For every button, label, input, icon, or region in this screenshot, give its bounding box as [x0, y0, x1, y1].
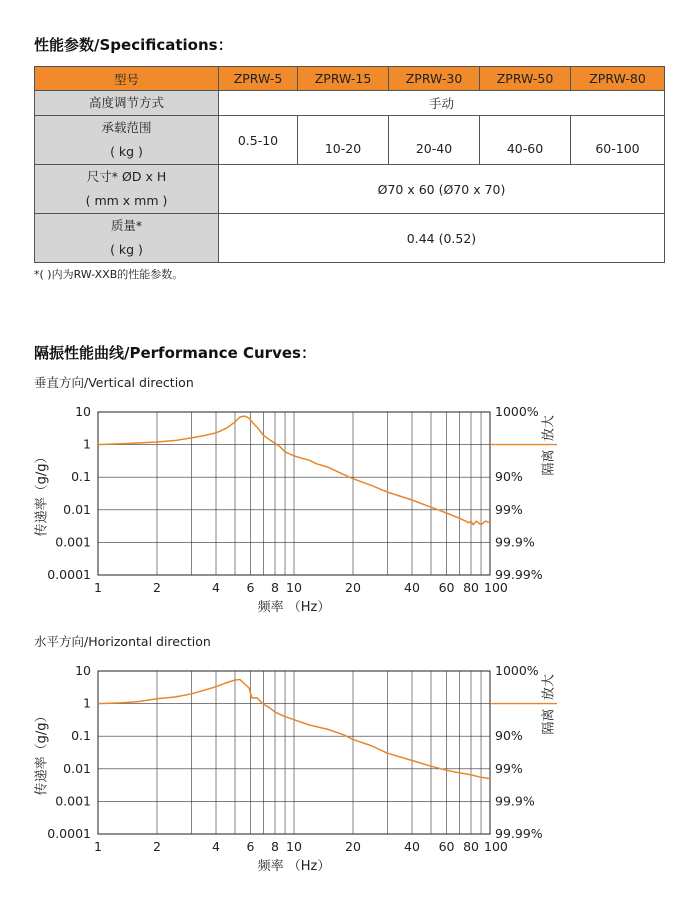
load-range-value: 0.5-10	[219, 116, 298, 165]
horizontal-chart-caption: 水平方向/Horizontal direction	[34, 634, 211, 649]
mass-row	[35, 214, 665, 263]
load-range-value: 60-100	[571, 116, 665, 165]
x-tick-label: 8	[271, 580, 279, 595]
x-tick-label: 1	[94, 580, 102, 595]
y2-tick-label: 90%	[495, 728, 523, 744]
mass-label	[35, 214, 219, 263]
header-cell-model: 型号	[35, 67, 219, 91]
x-tick-label: 20	[345, 580, 361, 595]
y-tick-label: 0.01	[63, 760, 91, 776]
isolate-label: 隔离	[541, 449, 557, 476]
x-tick-label: 6	[246, 580, 255, 595]
load-range-label-line1: 承载范围	[101, 120, 152, 135]
x-tick-label: 6	[246, 839, 255, 854]
x-tick-label: 1	[94, 839, 102, 854]
size-row	[35, 165, 665, 214]
x-tick-label: 10	[286, 580, 302, 595]
height-adjust-row	[35, 91, 665, 116]
load-range-value: 10-20	[298, 116, 389, 165]
y2-tick-label: 99%	[495, 760, 523, 776]
y-tick-label: 0.1	[71, 469, 91, 485]
isolate-label: 隔离	[541, 708, 557, 735]
x-tick-label: 20	[345, 839, 361, 854]
y2-tick-label: 1000%	[495, 404, 539, 419]
load-range-label-line2: ( kg )	[110, 144, 143, 159]
y-tick-label: 0.1	[71, 728, 91, 744]
y-tick-label: 10	[75, 663, 91, 678]
mass-value: 0.44 (0.52)	[219, 214, 665, 263]
header-cell-zprw-30: ZPRW-30	[389, 67, 480, 91]
y-tick-label: 0.01	[63, 501, 91, 517]
x-tick-label: 8	[271, 839, 279, 854]
x-tick-label: 4	[212, 580, 220, 595]
x-tick-label: 100	[484, 839, 508, 854]
size-label	[35, 165, 219, 214]
x-tick-label: 60	[438, 839, 455, 854]
x-tick-label: 80	[463, 839, 480, 854]
vertical-chart-caption: 垂直方向/Vertical direction	[34, 375, 194, 390]
y-tick-label: 1	[83, 695, 91, 711]
height-adjust-label: 高度调节方式	[35, 91, 219, 116]
x-tick-label: 60	[438, 580, 455, 595]
header-cell-zprw-15: ZPRW-15	[298, 67, 389, 91]
x-tick-label: 40	[404, 580, 420, 595]
x-tick-label: 4	[212, 839, 220, 854]
load-range-label	[35, 116, 219, 165]
y-axis-title: 传递率（g/g）	[34, 709, 50, 796]
x-tick-label: 2	[153, 839, 161, 854]
x-axis-title: 频率 （Hz）	[257, 600, 331, 615]
size-label-line2: ( mm x mm )	[85, 193, 168, 208]
y-tick-label: 0.0001	[47, 567, 91, 582]
load-range-value: 20-40	[389, 116, 480, 165]
y-axis-title: 传递率（g/g）	[34, 450, 50, 537]
mass-label-line2: ( kg )	[110, 242, 143, 257]
perf-section-title: 隔振性能曲线/Performance Curves：	[34, 344, 316, 362]
y-tick-label: 0.001	[55, 534, 91, 550]
x-tick-label: 80	[463, 580, 480, 595]
y2-tick-label: 90%	[495, 469, 523, 485]
x-tick-label: 2	[153, 580, 161, 595]
y2-tick-label: 99.9%	[495, 534, 535, 550]
y-tick-label: 10	[75, 404, 91, 419]
y2-tick-label: 99.99%	[495, 826, 543, 841]
x-tick-label: 40	[404, 839, 420, 854]
amplify-label: 放大	[541, 674, 557, 701]
header-cell-zprw-50: ZPRW-50	[480, 67, 571, 91]
x-tick-label: 10	[286, 839, 302, 854]
load-range-value: 40-60	[480, 116, 571, 165]
spec-footnote: *( )内为RW-XXB的性能参数。	[34, 268, 184, 281]
header-cell-zprw-80: ZPRW-80	[571, 67, 665, 91]
x-tick-label: 100	[484, 580, 508, 595]
vertical-transmissibility-chart	[0, 394, 700, 654]
spec-header-row	[35, 67, 665, 91]
horizontal-transmissibility-chart	[0, 653, 700, 913]
y2-tick-label: 99.99%	[495, 567, 543, 582]
y2-tick-label: 1000%	[495, 663, 539, 678]
y-tick-label: 1	[83, 436, 91, 452]
height-adjust-value: 手动	[219, 91, 665, 116]
y2-tick-label: 99%	[495, 501, 523, 517]
y-tick-label: 0.0001	[47, 826, 91, 841]
size-label-line1: 尺寸* ØD x H	[86, 169, 167, 184]
y-tick-label: 0.001	[55, 793, 91, 809]
load-range-row	[35, 116, 665, 165]
y2-tick-label: 99.9%	[495, 793, 535, 809]
spec-table	[34, 66, 665, 263]
mass-label-line1: 质量*	[110, 218, 143, 233]
spec-section-title: 性能参数/Specifications：	[34, 36, 233, 54]
x-axis-title: 频率 （Hz）	[257, 859, 331, 874]
amplify-label: 放大	[541, 415, 557, 442]
header-cell-zprw-5: ZPRW-5	[219, 67, 298, 91]
size-value: Ø70 x 60 (Ø70 x 70)	[219, 165, 665, 214]
